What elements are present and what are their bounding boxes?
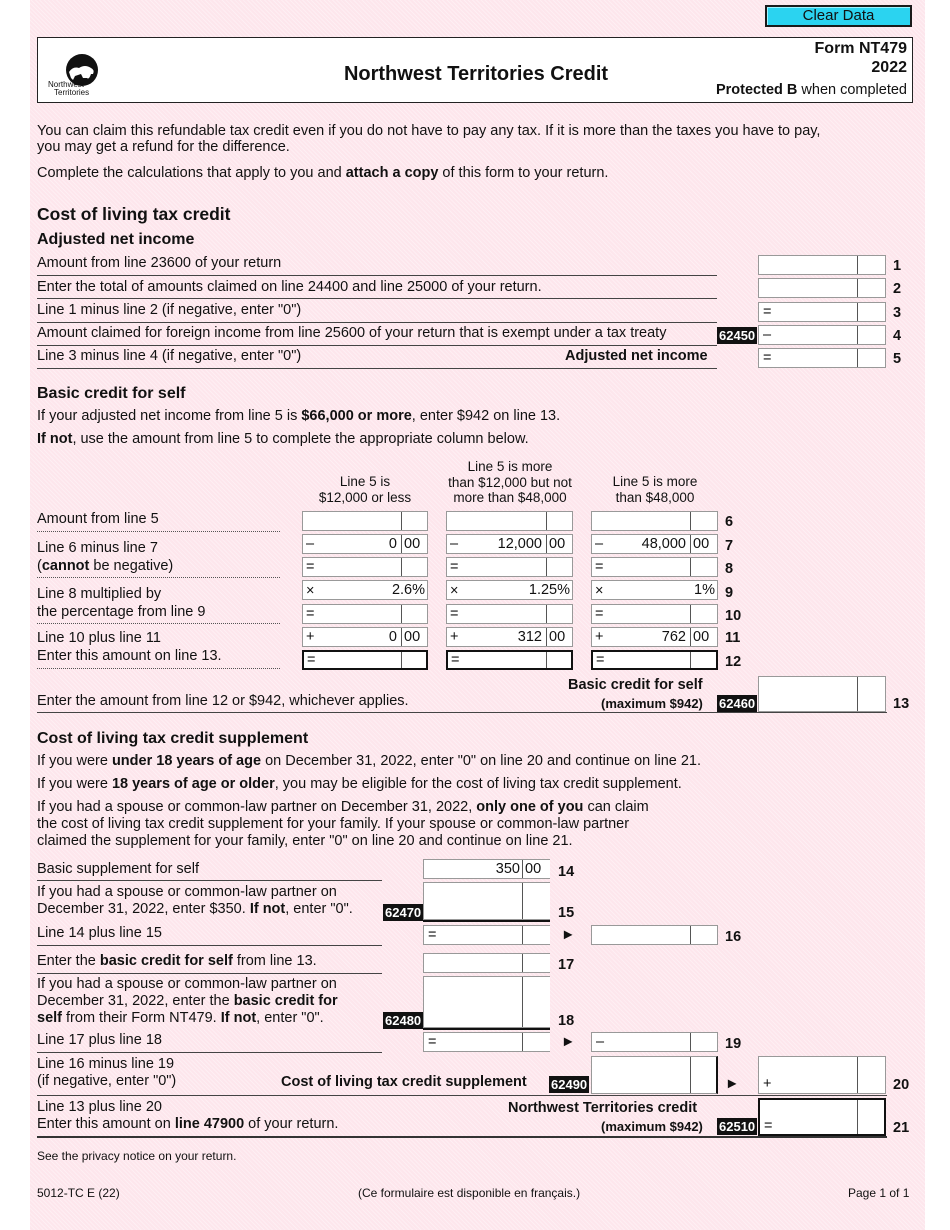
line-number: 3	[893, 305, 902, 321]
basic-credit-max: (maximum $942)	[601, 696, 703, 711]
equals-operator: =	[763, 350, 772, 366]
line-13-label: Enter the amount from line 12 or $942, whichever applies.	[37, 693, 409, 709]
french-notice: (Ce formulaire est disponible en français.)	[358, 1186, 581, 1200]
line-1-input[interactable]	[758, 255, 886, 275]
supp-instruction-3: If you had a spouse or common-law partner on December 31, 2022, only one of you can claim the cost of living tax credit supplement for your family. If your spouse or common-law partner claimed the supplement for your family, enter "0" on line 20 and continue on line 21.	[37, 799, 649, 849]
line-15-label: If you had a spouse or common-law partner on December 31, 2022, enter $350. If not, enter "0".	[37, 884, 353, 917]
divider	[37, 577, 280, 578]
arrow-icon: ►	[725, 1076, 740, 1092]
equals-operator: =	[306, 606, 315, 622]
nwt-credit-max: (maximum $942)	[601, 1119, 703, 1134]
col2-line-9: 1.25%	[446, 580, 573, 600]
line-number: 4	[893, 328, 902, 344]
divider	[37, 275, 717, 276]
line-6-label: Amount from line 5	[37, 511, 159, 527]
subsection-adjusted-net-income: Adjusted net income	[37, 231, 195, 248]
equals-operator: =	[428, 1034, 437, 1050]
divider	[37, 880, 382, 881]
equals-operator: =	[764, 1118, 773, 1134]
divider	[37, 531, 280, 532]
minus-operator: –	[450, 536, 459, 552]
line-16-input[interactable]	[591, 925, 718, 945]
line-17-input[interactable]	[423, 953, 550, 973]
line-16-calc[interactable]	[423, 925, 550, 945]
col3-line-7: 48,000 00	[591, 534, 718, 554]
form-title: Northwest Territories Credit	[343, 63, 609, 85]
col3-line-6-input[interactable]	[591, 511, 718, 531]
line-20-label: Line 16 minus line 19 (if negative, enter "0")	[37, 1056, 177, 1089]
equals-operator: =	[451, 652, 460, 668]
line-number: 10	[725, 608, 742, 624]
basic-instruction-2: If not, use the amount from line 5 to complete the appropriate column below.	[37, 431, 529, 447]
line-5-label: Line 3 minus line 4 (if negative, enter "0")	[37, 348, 302, 364]
divider	[37, 368, 717, 369]
equals-operator: =	[450, 559, 459, 575]
divider	[37, 973, 382, 974]
col2-line-8-input[interactable]	[446, 557, 573, 577]
col3-line-12-input[interactable]	[591, 650, 718, 670]
plus-operator: +	[306, 629, 315, 645]
divider	[37, 945, 382, 946]
divider	[37, 322, 717, 323]
code-62480: 62480	[385, 1013, 422, 1028]
line-19-input[interactable]	[591, 1032, 718, 1052]
col3-line-10-input[interactable]	[591, 604, 718, 624]
line-16-label: Line 14 plus line 15	[37, 925, 162, 941]
line-20-calc[interactable]	[591, 1056, 718, 1094]
line-14-label: Basic supplement for self	[37, 861, 199, 877]
line-number: 5	[893, 351, 902, 367]
col1-line-11: 0 00	[302, 627, 428, 647]
line-number: 6	[725, 514, 734, 530]
line-15-input[interactable]	[423, 882, 550, 920]
column-header-3: Line 5 is more than $48,000	[612, 474, 698, 505]
line-number: 20	[893, 1077, 910, 1093]
line-number: 15	[558, 905, 575, 921]
line-number: 13	[893, 696, 910, 712]
divider	[423, 920, 550, 922]
line-9-label: Line 8 multiplied by the percentage from line 9	[37, 586, 206, 620]
equals-operator: =	[595, 606, 604, 622]
supp-instruction-2: If you were 18 years of age or older, you may be eligible for the cost of living tax credit supplement.	[37, 776, 682, 792]
line-number: 19	[725, 1036, 742, 1052]
line-1-label: Amount from line 23600 of your return	[37, 255, 282, 271]
form-number: Form NT479 2022	[814, 40, 907, 76]
line-number: 8	[725, 561, 734, 577]
adjusted-net-income-label: Adjusted net income	[565, 348, 708, 364]
code-62470: 62470	[385, 905, 422, 920]
column-header-2: Line 5 is more than $12,000 but not more than $48,000	[448, 459, 572, 505]
line-number: 14	[558, 864, 575, 880]
line-20-input[interactable]	[758, 1056, 886, 1094]
col2-line-11: 312 00	[446, 627, 573, 647]
col2-line-12-input[interactable]	[446, 650, 573, 670]
divider	[37, 298, 717, 299]
col2-line-10-input[interactable]	[446, 604, 573, 624]
protected-notice: Protected B when completed	[715, 82, 907, 98]
divider	[37, 1052, 382, 1053]
line-18-input[interactable]	[423, 976, 550, 1028]
divider	[37, 1136, 887, 1138]
line-18-label: If you had a spouse or common-law partner on December 31, 2022, enter the basic credit for self from their Form NT479. If not, enter "0".	[37, 976, 338, 1026]
col3-line-9: 1%	[591, 580, 718, 600]
equals-operator: =	[763, 304, 772, 320]
line-21-input[interactable]	[758, 1098, 886, 1136]
equals-operator: =	[595, 559, 604, 575]
page-number: Page 1 of 1	[848, 1186, 910, 1200]
line-21-label: Line 13 plus line 20 Enter this amount on line 47900 of your return.	[37, 1099, 339, 1132]
col1-line-9: 2.6%	[302, 580, 428, 600]
line-7-label: Line 6 minus line 7 (cannot be negative)	[37, 540, 174, 574]
line-14-field: 350 00	[423, 859, 550, 879]
line-3-input[interactable]	[758, 302, 886, 322]
column-header-1: Line 5 is $12,000 or less	[318, 474, 412, 505]
arrow-icon: ►	[561, 927, 576, 943]
line-number: 1	[893, 258, 902, 274]
divider	[37, 712, 887, 713]
line-number: 9	[725, 585, 734, 601]
divider	[37, 623, 280, 624]
arrow-icon: ►	[561, 1034, 576, 1050]
col1-line-12-input[interactable]	[302, 650, 428, 670]
nwt-credit-label: Northwest Territories credit	[508, 1100, 698, 1116]
equals-operator: =	[450, 606, 459, 622]
line-number: 16	[725, 929, 742, 945]
line-number: 11	[725, 630, 741, 646]
line-number: 21	[893, 1120, 910, 1136]
line-5-input[interactable]	[758, 348, 886, 368]
form-header	[37, 37, 913, 103]
times-operator: ×	[306, 583, 315, 599]
divider	[37, 668, 280, 669]
line-19-calc[interactable]	[423, 1032, 550, 1052]
line-17-label: Enter the basic credit for self from line 13.	[37, 953, 317, 969]
code-62460: 62460	[719, 696, 756, 711]
clear-data-button[interactable]: Clear Data	[765, 5, 912, 27]
divider	[37, 345, 717, 346]
line-number: 2	[893, 281, 902, 297]
minus-operator: –	[306, 536, 315, 552]
minus-operator: –	[596, 1034, 605, 1050]
col2-line-7: 12,000 00	[446, 534, 573, 554]
line-3-label: Line 1 minus line 2 (if negative, enter "0")	[37, 302, 302, 318]
subsection-supplement: Cost of living tax credit supplement	[37, 730, 309, 747]
col3-line-11: 762 00	[591, 627, 718, 647]
equals-operator: =	[306, 559, 315, 575]
col3-line-8-input[interactable]	[591, 557, 718, 577]
section-title-cost-of-living: Cost of living tax credit	[37, 204, 231, 224]
equals-operator: =	[596, 652, 605, 668]
basic-instruction-1: If your adjusted net income from line 5 is $66,000 or more, enter $942 on line 13.	[37, 408, 561, 424]
plus-operator: +	[595, 629, 604, 645]
times-operator: ×	[450, 583, 459, 599]
code-62490: 62490	[551, 1077, 588, 1092]
supplement-label: Cost of living tax credit supplement	[281, 1074, 527, 1090]
supp-instruction-1: If you were under 18 years of age on December 31, 2022, enter "0" on line 20 and continue on line 21.	[37, 753, 702, 769]
col1-line-8-input[interactable]	[302, 557, 428, 577]
line-number: 7	[725, 538, 734, 554]
line-4-input[interactable]	[758, 325, 886, 345]
plus-operator: +	[450, 629, 459, 645]
col2-line-6-input[interactable]	[446, 511, 573, 531]
privacy-notice: See the privacy notice on your return.	[37, 1149, 237, 1163]
line-11-label: Line 10 plus line 11 Enter this amount on line 13.	[37, 630, 222, 664]
col1-line-6-input[interactable]	[302, 511, 428, 531]
divider	[37, 1095, 887, 1096]
intro-text: You can claim this refundable tax credit even if you do not have to pay any tax. If it is more than the taxes you have to pay, you may get a refund for the difference.	[37, 123, 821, 155]
line-number: 17	[558, 957, 575, 973]
equals-operator: =	[428, 927, 437, 943]
intro-instruction: Complete the calculations that apply to you and attach a copy of this form to your return.	[37, 165, 609, 181]
logo-caption: Northwest Territories	[48, 80, 90, 97]
line-2-input[interactable]	[758, 278, 886, 298]
line-4-label: Amount claimed for foreign income from line 25600 of your return that is exempt under a tax treaty	[37, 325, 667, 341]
line-number: 12	[725, 654, 742, 670]
minus-operator: –	[595, 536, 604, 552]
line-number: 18	[558, 1013, 575, 1029]
line-2-label: Enter the total of amounts claimed on line 24400 and line 25000 of your return.	[37, 279, 542, 295]
plus-operator: +	[763, 1076, 772, 1092]
code-62450: 62450	[719, 328, 756, 343]
line-13-input[interactable]	[758, 676, 886, 712]
equals-operator: =	[307, 652, 316, 668]
form-code: 5012-TC E (22)	[37, 1186, 120, 1200]
minus-operator: –	[763, 327, 772, 343]
code-62510: 62510	[719, 1119, 756, 1134]
col1-line-10-input[interactable]	[302, 604, 428, 624]
basic-credit-label: Basic credit for self	[568, 677, 703, 693]
divider	[423, 1028, 550, 1030]
col1-line-7: 0 00	[302, 534, 428, 554]
times-operator: ×	[595, 583, 604, 599]
line-19-label: Line 17 plus line 18	[37, 1032, 162, 1048]
subsection-basic-credit: Basic credit for self	[37, 385, 186, 402]
